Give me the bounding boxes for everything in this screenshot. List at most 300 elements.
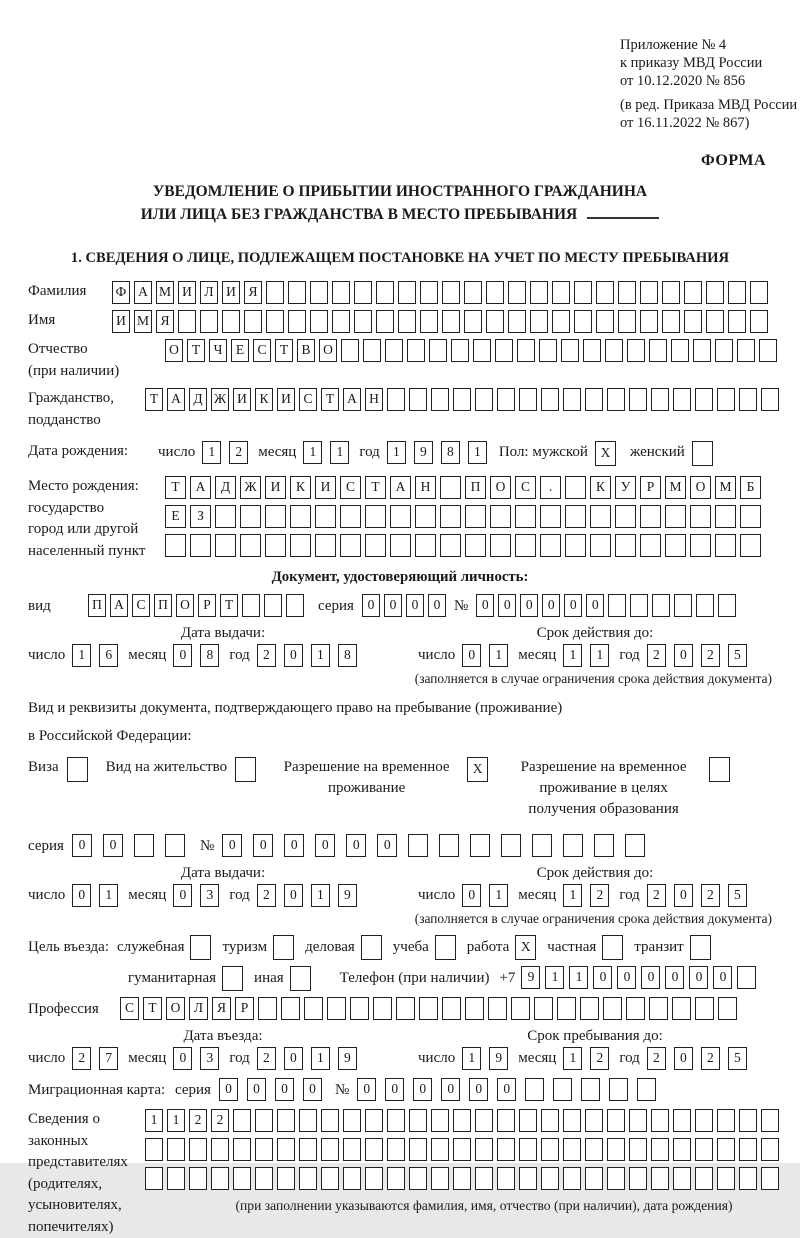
char-cell[interactable] [718, 594, 736, 617]
char-cell[interactable]: 0 [284, 834, 304, 857]
char-cell[interactable]: П [88, 594, 106, 617]
char-cell[interactable]: 0 [253, 834, 273, 857]
char-cell[interactable]: 3 [200, 1047, 219, 1070]
char-cell[interactable] [178, 310, 196, 333]
char-cell[interactable] [665, 534, 686, 557]
char-cell[interactable] [350, 997, 369, 1020]
char-cell[interactable]: 0 [173, 644, 192, 667]
char-cell[interactable] [508, 310, 526, 333]
char-cell[interactable]: 0 [593, 966, 612, 989]
char-cell[interactable]: 0 [689, 966, 708, 989]
char-cell[interactable]: 2 [72, 1047, 91, 1070]
char-cell[interactable] [240, 505, 261, 528]
char-cell[interactable]: К [590, 476, 611, 499]
char-cell[interactable]: 1 [489, 644, 508, 667]
char-cell[interactable]: 6 [99, 644, 118, 667]
char-cell[interactable] [167, 1138, 185, 1161]
char-cell[interactable] [464, 281, 482, 304]
char-cell[interactable]: 0 [617, 966, 636, 989]
visa-checkbox[interactable] [67, 757, 88, 782]
char-cell[interactable] [415, 505, 436, 528]
char-cell[interactable] [651, 1109, 669, 1132]
char-cell[interactable]: Ж [240, 476, 261, 499]
char-cell[interactable] [497, 388, 515, 411]
char-cell[interactable] [440, 505, 461, 528]
char-cell[interactable]: 0 [413, 1078, 432, 1101]
char-cell[interactable]: Я [156, 310, 174, 333]
char-cell[interactable] [442, 310, 460, 333]
char-cell[interactable]: С [120, 997, 139, 1020]
char-cell[interactable] [740, 505, 761, 528]
char-cell[interactable]: 0 [384, 594, 402, 617]
char-cell[interactable] [365, 1138, 383, 1161]
char-cell[interactable] [354, 310, 372, 333]
char-cell[interactable] [541, 1109, 559, 1132]
char-cell[interactable]: А [343, 388, 361, 411]
char-cell[interactable] [615, 534, 636, 557]
char-cell[interactable]: Е [165, 505, 186, 528]
char-cell[interactable] [563, 834, 583, 857]
char-cell[interactable]: 2 [257, 1047, 276, 1070]
char-cell[interactable]: 2 [647, 884, 666, 907]
char-cell[interactable]: С [132, 594, 150, 617]
gender-male-checkbox[interactable]: X [595, 441, 616, 466]
char-cell[interactable] [215, 505, 236, 528]
char-cell[interactable]: 0 [103, 834, 123, 857]
char-cell[interactable] [465, 997, 484, 1020]
char-cell[interactable] [265, 534, 286, 557]
char-cell[interactable] [440, 476, 461, 499]
char-cell[interactable] [640, 534, 661, 557]
char-cell[interactable]: О [690, 476, 711, 499]
checkbox[interactable] [273, 935, 294, 960]
char-cell[interactable]: 0 [498, 594, 516, 617]
char-cell[interactable] [385, 339, 403, 362]
char-cell[interactable] [390, 534, 411, 557]
char-cell[interactable] [266, 281, 284, 304]
char-cell[interactable] [222, 310, 240, 333]
char-cell[interactable]: 2 [647, 1047, 666, 1070]
char-cell[interactable] [490, 505, 511, 528]
char-cell[interactable]: 1 [145, 1109, 163, 1132]
char-cell[interactable] [740, 534, 761, 557]
char-cell[interactable]: 2 [257, 644, 276, 667]
char-cell[interactable] [561, 339, 579, 362]
char-cell[interactable] [519, 1138, 537, 1161]
char-cell[interactable] [695, 997, 714, 1020]
char-cell[interactable]: 8 [338, 644, 357, 667]
char-cell[interactable] [563, 388, 581, 411]
char-cell[interactable] [649, 997, 668, 1020]
char-cell[interactable] [574, 310, 592, 333]
char-cell[interactable]: А [390, 476, 411, 499]
char-cell[interactable] [315, 534, 336, 557]
char-cell[interactable]: 1 [303, 441, 322, 464]
char-cell[interactable] [695, 1138, 713, 1161]
char-cell[interactable] [415, 534, 436, 557]
char-cell[interactable]: Т [220, 594, 238, 617]
char-cell[interactable] [739, 388, 757, 411]
char-cell[interactable] [387, 388, 405, 411]
char-cell[interactable]: П [154, 594, 172, 617]
char-cell[interactable] [651, 1138, 669, 1161]
char-cell[interactable] [594, 834, 614, 857]
char-cell[interactable] [717, 1109, 735, 1132]
char-cell[interactable] [265, 505, 286, 528]
char-cell[interactable] [696, 594, 714, 617]
temp-residence-edu-checkbox[interactable] [709, 757, 730, 782]
char-cell[interactable] [145, 1138, 163, 1161]
char-cell[interactable] [761, 1167, 779, 1190]
char-cell[interactable]: М [156, 281, 174, 304]
char-cell[interactable] [596, 310, 614, 333]
char-cell[interactable] [408, 834, 428, 857]
char-cell[interactable]: Р [198, 594, 216, 617]
char-cell[interactable]: Ч [209, 339, 227, 362]
char-cell[interactable] [255, 1109, 273, 1132]
char-cell[interactable]: Н [365, 388, 383, 411]
char-cell[interactable] [134, 834, 154, 857]
temp-residence-checkbox[interactable]: X [467, 757, 488, 782]
char-cell[interactable]: И [112, 310, 130, 333]
char-cell[interactable] [672, 997, 691, 1020]
checkbox[interactable] [435, 935, 456, 960]
char-cell[interactable] [453, 388, 471, 411]
char-cell[interactable]: Л [200, 281, 218, 304]
char-cell[interactable]: К [290, 476, 311, 499]
char-cell[interactable] [519, 1109, 537, 1132]
char-cell[interactable]: 1 [311, 884, 330, 907]
char-cell[interactable] [376, 310, 394, 333]
char-cell[interactable] [495, 339, 513, 362]
char-cell[interactable] [442, 281, 460, 304]
char-cell[interactable] [419, 997, 438, 1020]
char-cell[interactable] [674, 594, 692, 617]
char-cell[interactable] [332, 310, 350, 333]
char-cell[interactable] [290, 505, 311, 528]
checkbox[interactable] [602, 935, 623, 960]
char-cell[interactable]: Ф [112, 281, 130, 304]
char-cell[interactable] [299, 1167, 317, 1190]
char-cell[interactable] [728, 281, 746, 304]
char-cell[interactable] [475, 1167, 493, 1190]
char-cell[interactable] [396, 997, 415, 1020]
char-cell[interactable]: 9 [489, 1047, 508, 1070]
char-cell[interactable]: 0 [284, 884, 303, 907]
char-cell[interactable]: 2 [647, 644, 666, 667]
char-cell[interactable] [605, 339, 623, 362]
char-cell[interactable]: М [665, 476, 686, 499]
char-cell[interactable] [532, 834, 552, 857]
char-cell[interactable] [715, 534, 736, 557]
char-cell[interactable] [706, 310, 724, 333]
char-cell[interactable] [715, 339, 733, 362]
checkbox[interactable] [222, 966, 243, 991]
char-cell[interactable] [761, 1138, 779, 1161]
char-cell[interactable] [501, 834, 521, 857]
char-cell[interactable]: Л [189, 997, 208, 1020]
char-cell[interactable]: И [277, 388, 295, 411]
char-cell[interactable] [637, 1078, 656, 1101]
char-cell[interactable] [288, 310, 306, 333]
char-cell[interactable]: 0 [284, 644, 303, 667]
char-cell[interactable] [240, 534, 261, 557]
char-cell[interactable] [629, 388, 647, 411]
char-cell[interactable] [563, 1109, 581, 1132]
char-cell[interactable] [266, 310, 284, 333]
char-cell[interactable] [539, 339, 557, 362]
char-cell[interactable] [264, 594, 282, 617]
char-cell[interactable] [607, 1109, 625, 1132]
char-cell[interactable]: А [134, 281, 152, 304]
char-cell[interactable]: 0 [462, 884, 481, 907]
char-cell[interactable] [167, 1167, 185, 1190]
char-cell[interactable] [277, 1167, 295, 1190]
char-cell[interactable]: 1 [468, 441, 487, 464]
char-cell[interactable] [515, 534, 536, 557]
char-cell[interactable] [695, 1109, 713, 1132]
char-cell[interactable]: Р [640, 476, 661, 499]
char-cell[interactable] [651, 1167, 669, 1190]
char-cell[interactable] [717, 1138, 735, 1161]
char-cell[interactable] [165, 834, 185, 857]
char-cell[interactable]: 3 [200, 884, 219, 907]
char-cell[interactable] [473, 339, 491, 362]
char-cell[interactable]: 0 [173, 1047, 192, 1070]
char-cell[interactable] [508, 281, 526, 304]
char-cell[interactable] [211, 1138, 229, 1161]
char-cell[interactable] [420, 310, 438, 333]
char-cell[interactable] [665, 505, 686, 528]
char-cell[interactable] [332, 281, 350, 304]
char-cell[interactable] [343, 1138, 361, 1161]
char-cell[interactable] [321, 1138, 339, 1161]
char-cell[interactable]: У [615, 476, 636, 499]
char-cell[interactable] [673, 1167, 691, 1190]
char-cell[interactable] [233, 1109, 251, 1132]
char-cell[interactable]: А [167, 388, 185, 411]
char-cell[interactable]: И [315, 476, 336, 499]
char-cell[interactable] [580, 997, 599, 1020]
char-cell[interactable] [530, 310, 548, 333]
char-cell[interactable] [373, 997, 392, 1020]
residence-permit-checkbox[interactable] [235, 757, 256, 782]
char-cell[interactable]: 8 [441, 441, 460, 464]
char-cell[interactable]: 2 [189, 1109, 207, 1132]
char-cell[interactable] [376, 281, 394, 304]
char-cell[interactable] [715, 505, 736, 528]
char-cell[interactable] [486, 310, 504, 333]
char-cell[interactable]: 2 [701, 644, 720, 667]
checkbox[interactable] [290, 966, 311, 991]
char-cell[interactable]: 0 [586, 594, 604, 617]
char-cell[interactable] [565, 534, 586, 557]
char-cell[interactable]: Т [145, 388, 163, 411]
char-cell[interactable] [407, 339, 425, 362]
char-cell[interactable]: А [110, 594, 128, 617]
char-cell[interactable] [673, 1109, 691, 1132]
char-cell[interactable]: 5 [728, 1047, 747, 1070]
char-cell[interactable] [629, 1167, 647, 1190]
char-cell[interactable] [750, 281, 768, 304]
char-cell[interactable] [486, 281, 504, 304]
char-cell[interactable]: 1 [167, 1109, 185, 1132]
char-cell[interactable] [390, 505, 411, 528]
char-cell[interactable] [737, 339, 755, 362]
char-cell[interactable] [286, 594, 304, 617]
char-cell[interactable]: Т [143, 997, 162, 1020]
char-cell[interactable]: 0 [385, 1078, 404, 1101]
char-cell[interactable]: М [715, 476, 736, 499]
char-cell[interactable]: 0 [469, 1078, 488, 1101]
char-cell[interactable] [684, 281, 702, 304]
char-cell[interactable] [304, 997, 323, 1020]
char-cell[interactable]: 1 [489, 884, 508, 907]
char-cell[interactable]: И [265, 476, 286, 499]
char-cell[interactable] [321, 1109, 339, 1132]
char-cell[interactable] [607, 1138, 625, 1161]
char-cell[interactable] [652, 594, 670, 617]
char-cell[interactable]: Т [165, 476, 186, 499]
char-cell[interactable]: С [253, 339, 271, 362]
char-cell[interactable] [258, 997, 277, 1020]
char-cell[interactable] [761, 1109, 779, 1132]
char-cell[interactable]: Р [235, 997, 254, 1020]
char-cell[interactable]: 2 [701, 884, 720, 907]
char-cell[interactable] [739, 1138, 757, 1161]
char-cell[interactable]: 1 [563, 1047, 582, 1070]
char-cell[interactable] [145, 1167, 163, 1190]
checkbox[interactable] [361, 935, 382, 960]
char-cell[interactable]: 0 [219, 1078, 238, 1101]
char-cell[interactable] [465, 534, 486, 557]
char-cell[interactable]: 1 [387, 441, 406, 464]
char-cell[interactable] [255, 1167, 273, 1190]
char-cell[interactable]: 1 [311, 1047, 330, 1070]
char-cell[interactable] [739, 1109, 757, 1132]
char-cell[interactable] [706, 281, 724, 304]
char-cell[interactable]: М [134, 310, 152, 333]
checkbox[interactable] [690, 935, 711, 960]
char-cell[interactable]: 0 [247, 1078, 266, 1101]
char-cell[interactable] [470, 834, 490, 857]
char-cell[interactable] [429, 339, 447, 362]
char-cell[interactable] [442, 997, 461, 1020]
char-cell[interactable] [453, 1167, 471, 1190]
char-cell[interactable] [277, 1138, 295, 1161]
char-cell[interactable] [409, 1167, 427, 1190]
char-cell[interactable] [439, 834, 459, 857]
char-cell[interactable] [695, 1167, 713, 1190]
char-cell[interactable] [451, 339, 469, 362]
char-cell[interactable]: 0 [275, 1078, 294, 1101]
char-cell[interactable] [315, 505, 336, 528]
char-cell[interactable] [695, 388, 713, 411]
char-cell[interactable]: 8 [200, 644, 219, 667]
char-cell[interactable] [409, 1138, 427, 1161]
char-cell[interactable] [525, 1078, 544, 1101]
char-cell[interactable]: И [233, 388, 251, 411]
char-cell[interactable]: 1 [563, 884, 582, 907]
char-cell[interactable]: Т [321, 388, 339, 411]
char-cell[interactable] [464, 310, 482, 333]
char-cell[interactable] [651, 388, 669, 411]
char-cell[interactable]: 0 [284, 1047, 303, 1070]
char-cell[interactable] [640, 310, 658, 333]
char-cell[interactable]: 0 [357, 1078, 376, 1101]
char-cell[interactable] [365, 505, 386, 528]
char-cell[interactable] [585, 1138, 603, 1161]
char-cell[interactable]: О [319, 339, 337, 362]
char-cell[interactable]: 1 [311, 644, 330, 667]
char-cell[interactable] [534, 997, 553, 1020]
char-cell[interactable]: 1 [99, 884, 118, 907]
char-cell[interactable] [242, 594, 260, 617]
char-cell[interactable]: И [222, 281, 240, 304]
char-cell[interactable] [541, 388, 559, 411]
char-cell[interactable] [233, 1138, 251, 1161]
char-cell[interactable] [565, 505, 586, 528]
char-cell[interactable] [465, 505, 486, 528]
char-cell[interactable] [190, 534, 211, 557]
char-cell[interactable] [244, 310, 262, 333]
char-cell[interactable] [627, 339, 645, 362]
char-cell[interactable] [200, 310, 218, 333]
char-cell[interactable] [574, 281, 592, 304]
char-cell[interactable]: З [190, 505, 211, 528]
char-cell[interactable] [739, 1167, 757, 1190]
char-cell[interactable] [629, 1138, 647, 1161]
char-cell[interactable] [608, 594, 626, 617]
char-cell[interactable]: 1 [569, 966, 588, 989]
char-cell[interactable]: Я [244, 281, 262, 304]
char-cell[interactable] [387, 1138, 405, 1161]
char-cell[interactable]: С [515, 476, 536, 499]
char-cell[interactable]: 2 [701, 1047, 720, 1070]
char-cell[interactable] [440, 534, 461, 557]
char-cell[interactable]: 9 [414, 441, 433, 464]
char-cell[interactable] [365, 1109, 383, 1132]
char-cell[interactable]: 5 [728, 884, 747, 907]
char-cell[interactable] [398, 310, 416, 333]
char-cell[interactable] [211, 1167, 229, 1190]
char-cell[interactable]: 0 [520, 594, 538, 617]
char-cell[interactable] [519, 1167, 537, 1190]
char-cell[interactable] [515, 505, 536, 528]
char-cell[interactable] [519, 388, 537, 411]
checkbox[interactable] [190, 935, 211, 960]
char-cell[interactable]: 0 [362, 594, 380, 617]
char-cell[interactable] [189, 1138, 207, 1161]
char-cell[interactable] [737, 966, 756, 989]
char-cell[interactable] [750, 310, 768, 333]
char-cell[interactable] [299, 1138, 317, 1161]
char-cell[interactable] [607, 1167, 625, 1190]
char-cell[interactable] [409, 1109, 427, 1132]
char-cell[interactable]: 0 [462, 644, 481, 667]
char-cell[interactable] [552, 281, 570, 304]
char-cell[interactable]: 2 [590, 1047, 609, 1070]
char-cell[interactable] [552, 310, 570, 333]
char-cell[interactable] [387, 1167, 405, 1190]
gender-female-checkbox[interactable] [692, 441, 713, 466]
char-cell[interactable] [618, 281, 636, 304]
char-cell[interactable]: 0 [665, 966, 684, 989]
char-cell[interactable] [649, 339, 667, 362]
char-cell[interactable]: О [490, 476, 511, 499]
char-cell[interactable] [475, 1138, 493, 1161]
checkbox[interactable]: X [515, 935, 536, 960]
